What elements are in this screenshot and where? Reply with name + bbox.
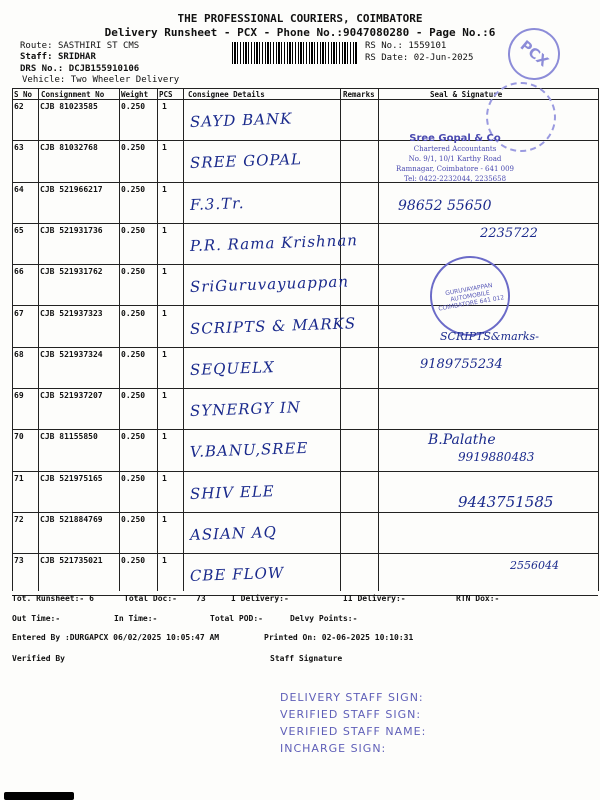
- cell-sno: 62: [14, 102, 24, 111]
- cell-pcs: 1: [162, 143, 167, 153]
- cell-consignee: P.R. Rama Krishnan: [189, 231, 359, 255]
- i-delivery: I Delivery:-: [231, 594, 289, 603]
- cell-sno: 63: [14, 143, 24, 153]
- stamp-line: VERIFIED STAFF NAME:: [280, 725, 427, 738]
- rs-date-label: RS Date:: [365, 53, 409, 63]
- table-row: [12, 182, 598, 223]
- coop-line: No. 9/1, 10/1 Karthy Road: [408, 155, 502, 163]
- cell-consignee: V.BANU,SREE: [189, 439, 309, 462]
- cell-sno: 71: [14, 473, 24, 483]
- staff-line: [20, 52, 96, 62]
- cell-consignee: SAYD BANK: [189, 109, 293, 131]
- entered-by: Entered By :DURGAPCX 06/02/2025 10:05:47 AM: [12, 633, 220, 642]
- cell-consignment: CJB 521931736: [40, 225, 103, 235]
- cell-consignment: CJB 521884769: [40, 515, 103, 524]
- automobile-seal: GURUVAYAPPAN AUTOMOBILE COIMBATORE 641 012: [424, 250, 517, 343]
- printed-on: Printed On: 02-06-2025 10:10:31: [264, 633, 414, 642]
- cell-consignee: SHIV ELE: [189, 481, 276, 503]
- signature-71: 9443751585: [458, 493, 554, 511]
- cell-consignee: SREE GOPAL: [189, 150, 303, 173]
- runsheet-title: Delivery Runsheet - PCX - Phone No.:9047080280 - Page No.:6: [104, 26, 496, 39]
- staff-signature: Staff Signature: [270, 654, 343, 663]
- rtn-dox: RTN Dox:-: [456, 594, 500, 603]
- tot-runsheet: Tot. Runsheet:- 6: [12, 594, 94, 603]
- table-row: [12, 512, 598, 553]
- cell-consignment: CJB 521937323: [40, 308, 103, 318]
- drs-value: DCJB155910106: [68, 64, 140, 74]
- cell-weight: 0.250: [121, 473, 146, 483]
- cell-sno: 70: [14, 432, 24, 442]
- table-row: [12, 388, 598, 429]
- col-consignee: Consignee Details: [188, 90, 265, 99]
- cell-weight: 0.250: [121, 267, 146, 277]
- cell-sno: 67: [14, 308, 24, 318]
- cell-consignee: SEQUELX: [189, 357, 276, 379]
- signature-64: 98652 55650: [398, 198, 492, 214]
- rs-date-line: [365, 53, 473, 63]
- cell-consignment: CJB 521931762: [40, 267, 103, 277]
- pcx-stamp: PCX: [497, 17, 570, 90]
- coop-line: Ramnagar, Coimbatore - 641 009: [396, 165, 514, 173]
- cell-weight: 0.250: [121, 308, 146, 318]
- delivery-verification-stamp: [280, 689, 426, 757]
- barcode: [232, 42, 357, 64]
- route-value: SASTHIRI ST CMS: [57, 41, 140, 51]
- col-seal: Seal & Signature: [430, 90, 503, 99]
- cell-weight: 0.250: [121, 515, 146, 524]
- verified-by: Verified By: [12, 654, 65, 663]
- cell-pcs: 1: [162, 432, 167, 442]
- cell-weight: 0.250: [121, 225, 146, 235]
- coop-line: Chartered Accountants: [413, 145, 497, 153]
- cell-pcs: 1: [162, 515, 167, 524]
- cell-consignee: CBE FLOW: [189, 564, 285, 586]
- total-doc-label: Total Doc:-: [124, 594, 177, 603]
- table-row: [12, 347, 598, 388]
- cell-weight: 0.250: [121, 102, 146, 111]
- cell-weight: 0.250: [121, 556, 146, 566]
- cell-pcs: 1: [162, 225, 167, 235]
- cell-pcs: 1: [162, 473, 167, 483]
- total-pod: Total POD:-: [210, 614, 263, 623]
- cell-sno: 64: [14, 184, 24, 194]
- route-label: Route:: [20, 41, 53, 51]
- stamp-line: INCHARGE SIGN:: [280, 742, 387, 755]
- drs-line: [20, 64, 139, 74]
- in-time: In Time:-: [114, 614, 158, 623]
- cell-pcs: 1: [162, 391, 167, 401]
- cell-weight: 0.250: [121, 184, 146, 194]
- cell-consignee: SCRIPTS & MARKS: [189, 313, 357, 338]
- cell-sno: 68: [14, 349, 24, 359]
- col-sno: S No: [14, 90, 33, 99]
- cell-consignment: CJB 81032768: [40, 143, 98, 153]
- rs-no-value: 1559101: [408, 41, 447, 51]
- cell-weight: 0.250: [121, 143, 146, 153]
- cell-weight: 0.250: [121, 349, 146, 359]
- coop-stamp: [390, 134, 520, 184]
- signature-73: 2556044: [510, 559, 559, 572]
- coop-line: Tel: 0422-2232044, 2235658: [403, 175, 507, 183]
- table-row: [12, 264, 598, 305]
- signature-70-phone: 9919880483: [458, 450, 535, 464]
- cell-weight: 0.250: [121, 391, 146, 401]
- drs-label: DRS No.:: [20, 64, 64, 74]
- col-pcs: PCS: [159, 90, 173, 99]
- cell-consignment: CJB 521735021: [40, 556, 103, 566]
- signature-67: SCRIPTS&marks-: [440, 330, 539, 343]
- cell-sno: 65: [14, 225, 24, 235]
- rs-no-label: RS No.:: [365, 41, 403, 51]
- signature-68: 9189755234: [420, 357, 503, 372]
- staff-value: SRIDHAR: [57, 52, 96, 62]
- rs-no-line: [365, 41, 446, 51]
- cell-consignment: CJB 521937324: [40, 349, 103, 359]
- cell-weight: 0.250: [121, 432, 146, 442]
- signature-65: 2235722: [480, 226, 538, 241]
- cell-consignment: CJB 81155850: [40, 432, 98, 442]
- redaction-bar: [4, 792, 74, 800]
- col-weight: Weight: [121, 90, 149, 99]
- col-consignment: Consignment No: [41, 90, 105, 99]
- cell-consignment: CJB 521966217: [40, 184, 103, 194]
- col-remarks: Remarks: [343, 90, 375, 99]
- cell-pcs: 1: [162, 267, 167, 277]
- cell-consignment: CJB 81023585: [40, 102, 98, 111]
- out-time: Out Time:-: [12, 614, 61, 623]
- cell-sno: 72: [14, 515, 24, 524]
- total-doc-value: 73: [196, 594, 206, 603]
- staff-label: Staff:: [20, 52, 53, 62]
- cell-consignment: CJB 521975165: [40, 473, 103, 483]
- cell-consignee: F.3.Tr.: [189, 193, 245, 214]
- cell-sno: 66: [14, 267, 24, 277]
- cell-consignee: ASIAN AQ: [189, 522, 278, 544]
- cell-pcs: 1: [162, 349, 167, 359]
- cell-pcs: 1: [162, 308, 167, 318]
- vehicle-value: Two Wheeler Delivery: [70, 75, 180, 85]
- cell-sno: 69: [14, 391, 24, 401]
- cell-pcs: 1: [162, 556, 167, 566]
- company-name: THE PROFESSIONAL COURIERS, COIMBATORE: [177, 12, 423, 25]
- cell-pcs: 1: [162, 102, 167, 111]
- cell-consignee: SriGuruvayuappan: [189, 272, 350, 297]
- cell-consignment: CJB 521937207: [40, 391, 103, 401]
- coop-name: Sree Gopal & Co: [409, 133, 501, 144]
- signature-70-name: B.Palathe: [428, 432, 496, 448]
- stamp-line: VERIFIED STAFF SIGN:: [280, 708, 422, 721]
- cell-consignee: SYNERGY IN: [189, 398, 302, 421]
- delvy-points: Delvy Points:-: [290, 614, 358, 623]
- route-line: [20, 41, 139, 51]
- stamp-line: DELIVERY STAFF SIGN:: [280, 691, 424, 704]
- vehicle-line: [22, 75, 179, 85]
- cell-sno: 73: [14, 556, 24, 566]
- ii-delivery: II Delivery:-: [343, 594, 406, 603]
- rs-date-value: 02-Jun-2025: [413, 53, 474, 63]
- vehicle-label: Vehicle:: [22, 75, 66, 85]
- cell-pcs: 1: [162, 184, 167, 194]
